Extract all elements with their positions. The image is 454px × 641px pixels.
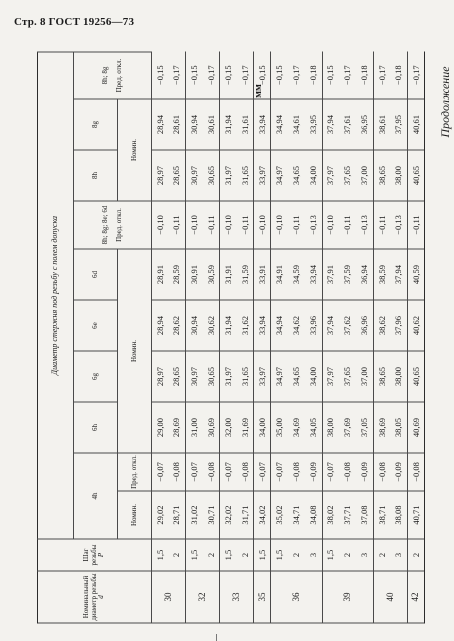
cell-dev1: −0,10 xyxy=(152,201,169,249)
cell-c8g: 40,61 xyxy=(407,99,424,150)
cell-d4h: −0,07 xyxy=(254,453,271,491)
table-row xyxy=(322,52,339,623)
cell-c6h: 31,69 xyxy=(237,402,254,453)
cell-c4h: 34,71 xyxy=(288,491,305,539)
cell-dev2: −0,15 xyxy=(186,52,203,99)
cell-c8h: 37,65 xyxy=(339,150,356,201)
header-zone-4h: 4h xyxy=(74,453,118,539)
header-group-title: Диаметр стержня под резьбу с полем допуска xyxy=(38,52,74,539)
table-row xyxy=(203,52,220,623)
cell-d4h: −0,09 xyxy=(305,453,322,491)
cell-c6h: 40,69 xyxy=(407,402,424,453)
cell-c8g: 33,95 xyxy=(305,99,322,150)
cell-c6e: 34,62 xyxy=(288,300,305,351)
cell-pitch: 1,5 xyxy=(322,539,339,571)
cell-c6e: 33,94 xyxy=(254,300,271,351)
cell-c6e: 37,94 xyxy=(322,300,339,351)
cell-c8h: 38,00 xyxy=(390,150,407,201)
unit-label: мм xyxy=(253,84,264,98)
cell-dev1: −0,11 xyxy=(203,201,220,249)
cell-d4h: −0,08 xyxy=(339,453,356,491)
cell-c6g: 28,97 xyxy=(152,351,169,402)
cell-c4h: 31,71 xyxy=(237,491,254,539)
cell-pitch: 3 xyxy=(390,539,407,571)
header-zone-8h: 8h xyxy=(74,150,118,201)
cell-c8g: 28,94 xyxy=(152,99,169,150)
cell-dev1: −0,11 xyxy=(339,201,356,249)
page-edge-mark xyxy=(216,634,217,641)
cell-dev2: −0,15 xyxy=(254,52,271,99)
cell-c6h: 32,00 xyxy=(220,402,237,453)
cell-dev1: −0,11 xyxy=(288,201,305,249)
cell-c8g: 37,94 xyxy=(322,99,339,150)
cell-c8g: 36,95 xyxy=(356,99,373,150)
cell-dev1: −0,10 xyxy=(271,201,288,249)
cell-c6g: 34,65 xyxy=(288,351,305,402)
cell-dev2: −0,17 xyxy=(203,52,220,99)
cell-c6e: 31,62 xyxy=(237,300,254,351)
cell-c6g: 28,65 xyxy=(169,351,186,402)
cell-dev1: −0,10 xyxy=(322,201,339,249)
cell-dev1: −0,13 xyxy=(356,201,373,249)
header-nominal-diameter xyxy=(38,571,152,623)
cell-d4h: −0,07 xyxy=(152,453,169,491)
cell-dev1: −0,10 xyxy=(254,201,271,249)
cell-pitch: 3 xyxy=(356,539,373,571)
cell-dev2: −0,18 xyxy=(390,52,407,99)
cell-nominal-diameter: 32 xyxy=(186,571,220,623)
cell-c4h: 28,71 xyxy=(169,491,186,539)
header-pitch-text: Шаг резьбы xyxy=(82,544,98,565)
cell-c6d: 37,91 xyxy=(322,249,339,300)
cell-nominal-diameter: 36 xyxy=(271,571,322,623)
cell-d4h: −0,07 xyxy=(186,453,203,491)
cell-c4h: 29,02 xyxy=(152,491,169,539)
cell-c6h: 34,05 xyxy=(305,402,322,453)
cell-d4h: −0,07 xyxy=(220,453,237,491)
cell-c6e: 34,94 xyxy=(271,300,288,351)
cell-c6d: 30,91 xyxy=(186,249,203,300)
cell-d4h: −0,08 xyxy=(407,453,424,491)
cell-c6h: 38,69 xyxy=(373,402,390,453)
cell-c6e: 36,96 xyxy=(356,300,373,351)
cell-c4h: 38,02 xyxy=(322,491,339,539)
cell-c8g: 37,95 xyxy=(390,99,407,150)
cell-c6g: 34,97 xyxy=(271,351,288,402)
header-zone-6g: 6g xyxy=(74,351,118,402)
cell-c6g: 37,97 xyxy=(322,351,339,402)
table-row xyxy=(390,52,407,623)
cell-c8h: 40,65 xyxy=(407,150,424,201)
cell-c8h: 28,97 xyxy=(152,150,169,201)
header-pitch-symbol: P xyxy=(97,552,106,557)
cell-c8h: 34,97 xyxy=(271,150,288,201)
cell-c8h: 34,65 xyxy=(288,150,305,201)
cell-c6e: 38,62 xyxy=(373,300,390,351)
cell-dev1: −0,10 xyxy=(186,201,203,249)
cell-c4h: 37,71 xyxy=(339,491,356,539)
cell-c8g: 34,94 xyxy=(271,99,288,150)
table-row xyxy=(407,52,424,623)
cell-c4h: 31,02 xyxy=(186,491,203,539)
cell-dev2: −0,17 xyxy=(373,52,390,99)
cell-c4h: 35,02 xyxy=(271,491,288,539)
cell-d4h: −0,09 xyxy=(390,453,407,491)
header-8-nominal: Номин. xyxy=(118,99,152,201)
table-body xyxy=(152,52,425,623)
cell-c4h: 38,71 xyxy=(373,491,390,539)
cell-nominal-diameter: 39 xyxy=(322,571,373,623)
cell-d4h: −0,08 xyxy=(288,453,305,491)
header-4h-nominal: Номин. xyxy=(118,491,152,539)
cell-dev2: −0,18 xyxy=(305,52,322,99)
table-row xyxy=(254,52,271,623)
cell-pitch: 2 xyxy=(203,539,220,571)
cell-c6e: 30,62 xyxy=(203,300,220,351)
cell-pitch: 2 xyxy=(288,539,305,571)
cell-c8h: 38,65 xyxy=(373,150,390,201)
cell-c8h: 37,97 xyxy=(322,150,339,201)
cell-c6d: 40,59 xyxy=(407,249,424,300)
cell-c6h: 31,00 xyxy=(186,402,203,453)
cell-c6d: 33,94 xyxy=(305,249,322,300)
page-header: Стр. 8 ГОСТ 19256—73 xyxy=(14,16,135,28)
cell-nominal-diameter: 40 xyxy=(373,571,407,623)
table-row xyxy=(152,52,169,623)
cell-c6e: 31,94 xyxy=(220,300,237,351)
table-row xyxy=(356,52,373,623)
cell-c8g: 31,61 xyxy=(237,99,254,150)
cell-pitch: 1,5 xyxy=(152,539,169,571)
cell-d4h: −0,08 xyxy=(169,453,186,491)
cell-c6g: 37,00 xyxy=(356,351,373,402)
cell-c6d: 30,59 xyxy=(203,249,220,300)
cell-dev2: −0,17 xyxy=(407,52,424,99)
cell-c8g: 38,61 xyxy=(373,99,390,150)
cell-c4h: 32,02 xyxy=(220,491,237,539)
cell-dev2: −0,15 xyxy=(152,52,169,99)
cell-c6e: 40,62 xyxy=(407,300,424,351)
header-nominal-diameter-text: Номинальный диаметр резьбы xyxy=(82,572,98,621)
cell-c6d: 36,94 xyxy=(356,249,373,300)
cell-pitch: 2 xyxy=(373,539,390,571)
cell-dev2: −0,15 xyxy=(220,52,237,99)
cell-pitch: 2 xyxy=(407,539,424,571)
table-area xyxy=(37,52,425,623)
cell-c8h: 31,97 xyxy=(220,150,237,201)
cell-pitch: 1,5 xyxy=(186,539,203,571)
cell-pitch: 1,5 xyxy=(254,539,271,571)
cell-c6h: 37,69 xyxy=(339,402,356,453)
header-6-nominal: Номин. xyxy=(118,249,152,453)
cell-pitch: 2 xyxy=(169,539,186,571)
header-zone-8g: 8g xyxy=(74,99,118,150)
table-row xyxy=(186,52,203,623)
cell-pitch: 1,5 xyxy=(220,539,237,571)
cell-c6e: 28,62 xyxy=(169,300,186,351)
cell-c6g: 30,65 xyxy=(203,351,220,402)
cell-c6e: 30,94 xyxy=(186,300,203,351)
cell-dev2: −0,17 xyxy=(169,52,186,99)
cell-c8g: 33,94 xyxy=(254,99,271,150)
cell-c6g: 34,00 xyxy=(305,351,322,402)
header-pitch xyxy=(38,539,152,571)
header-zone-6h: 6h xyxy=(74,402,118,453)
cell-c6h: 29,00 xyxy=(152,402,169,453)
cell-c8h: 31,65 xyxy=(237,150,254,201)
cell-c8g: 30,94 xyxy=(186,99,203,150)
cell-c8h: 30,65 xyxy=(203,150,220,201)
cell-c4h: 34,08 xyxy=(305,491,322,539)
cell-dev1: −0,11 xyxy=(373,201,390,249)
continuation-label: Продолжение xyxy=(438,66,452,138)
cell-c8h: 34,00 xyxy=(305,150,322,201)
cell-c6e: 33,96 xyxy=(305,300,322,351)
cell-dev2: −0,17 xyxy=(288,52,305,99)
cell-dev2: −0,18 xyxy=(356,52,373,99)
cell-c8h: 30,97 xyxy=(186,150,203,201)
cell-dev2: −0,15 xyxy=(322,52,339,99)
table-row xyxy=(169,52,186,623)
cell-c8h: 33,97 xyxy=(254,150,271,201)
table-row xyxy=(305,52,322,623)
cell-c6d: 34,59 xyxy=(288,249,305,300)
cell-c8h: 28,65 xyxy=(169,150,186,201)
cell-nominal-diameter: 30 xyxy=(152,571,186,623)
cell-c6h: 28,69 xyxy=(169,402,186,453)
cell-dev1: −0,11 xyxy=(407,201,424,249)
cell-c6d: 33,91 xyxy=(254,249,271,300)
cell-c8g: 31,94 xyxy=(220,99,237,150)
cell-c6d: 37,94 xyxy=(390,249,407,300)
cell-dev2: −0,17 xyxy=(237,52,254,99)
cell-dev1: −0,11 xyxy=(169,201,186,249)
cell-c6h: 35,00 xyxy=(271,402,288,453)
header-zone-6e: 6e xyxy=(74,300,118,351)
cell-c6g: 33,97 xyxy=(254,351,271,402)
thread-diameter-table xyxy=(37,51,425,623)
cell-d4h: −0,07 xyxy=(322,453,339,491)
cell-c6e: 37,62 xyxy=(339,300,356,351)
cell-c6g: 30,97 xyxy=(186,351,203,402)
cell-c6d: 34,91 xyxy=(271,249,288,300)
cell-c4h: 37,08 xyxy=(356,491,373,539)
header-8h8g-deviation-sub: Пред. откл. xyxy=(114,58,123,92)
cell-c6h: 38,05 xyxy=(390,402,407,453)
header-mixed-deviation-sub: Пред. откл. xyxy=(114,207,123,242)
cell-c8g: 34,61 xyxy=(288,99,305,150)
cell-c6g: 31,65 xyxy=(237,351,254,402)
cell-c8g: 37,61 xyxy=(339,99,356,150)
header-zone-mixed-deviation xyxy=(74,201,152,249)
cell-dev1: −0,13 xyxy=(305,201,322,249)
cell-dev2: −0,15 xyxy=(271,52,288,99)
cell-c6d: 31,59 xyxy=(237,249,254,300)
cell-c6g: 38,00 xyxy=(390,351,407,402)
cell-c6g: 38,65 xyxy=(373,351,390,402)
cell-c6d: 38,59 xyxy=(373,249,390,300)
header-zone-mixed-label: 8h; 8g; 8e; 6d xyxy=(101,205,110,244)
cell-c8g: 28,61 xyxy=(169,99,186,150)
cell-c6d: 37,59 xyxy=(339,249,356,300)
cell-c6h: 37,05 xyxy=(356,402,373,453)
cell-d4h: −0,08 xyxy=(237,453,254,491)
cell-c4h: 30,71 xyxy=(203,491,220,539)
cell-d4h: −0,08 xyxy=(373,453,390,491)
cell-pitch: 1,5 xyxy=(271,539,288,571)
cell-c6e: 37,96 xyxy=(390,300,407,351)
cell-d4h: −0,08 xyxy=(203,453,220,491)
cell-d4h: −0,07 xyxy=(271,453,288,491)
cell-c4h: 40,71 xyxy=(407,491,424,539)
table-row xyxy=(288,52,305,623)
cell-c6h: 38,00 xyxy=(322,402,339,453)
cell-c8h: 37,00 xyxy=(356,150,373,201)
header-zone-8h8g-deviation xyxy=(74,52,152,99)
cell-pitch: 2 xyxy=(237,539,254,571)
table-row xyxy=(237,52,254,623)
cell-c6h: 34,69 xyxy=(288,402,305,453)
cell-c6d: 31,91 xyxy=(220,249,237,300)
cell-c6e: 28,94 xyxy=(152,300,169,351)
cell-dev2: −0,17 xyxy=(339,52,356,99)
cell-nominal-diameter: 33 xyxy=(220,571,254,623)
table-row xyxy=(339,52,356,623)
cell-c6d: 28,91 xyxy=(152,249,169,300)
cell-c6g: 37,65 xyxy=(339,351,356,402)
cell-c4h: 34,02 xyxy=(254,491,271,539)
cell-pitch: 2 xyxy=(339,539,356,571)
cell-nominal-diameter: 35 xyxy=(254,571,271,623)
header-4h-deviation: Пред. откл. xyxy=(118,453,152,491)
header-nominal-diameter-symbol: d xyxy=(97,594,106,599)
table-row xyxy=(373,52,390,623)
cell-dev1: −0,13 xyxy=(390,201,407,249)
cell-d4h: −0,09 xyxy=(356,453,373,491)
cell-c8g: 30,61 xyxy=(203,99,220,150)
table-row xyxy=(220,52,237,623)
cell-c6h: 34,00 xyxy=(254,402,271,453)
header-zone-8h8g-label: 8h; 8g xyxy=(101,66,110,84)
table-row xyxy=(271,52,288,623)
cell-dev1: −0,10 xyxy=(220,201,237,249)
cell-c4h: 38,08 xyxy=(390,491,407,539)
cell-c6d: 28,59 xyxy=(169,249,186,300)
cell-nominal-diameter: 42 xyxy=(407,571,424,623)
header-zone-6d: 6d xyxy=(74,249,118,300)
cell-c6h: 30,69 xyxy=(203,402,220,453)
rotated-table-board xyxy=(37,52,425,623)
cell-c6g: 31,97 xyxy=(220,351,237,402)
cell-c6g: 40,65 xyxy=(407,351,424,402)
cell-pitch: 3 xyxy=(305,539,322,571)
cell-dev1: −0,11 xyxy=(237,201,254,249)
